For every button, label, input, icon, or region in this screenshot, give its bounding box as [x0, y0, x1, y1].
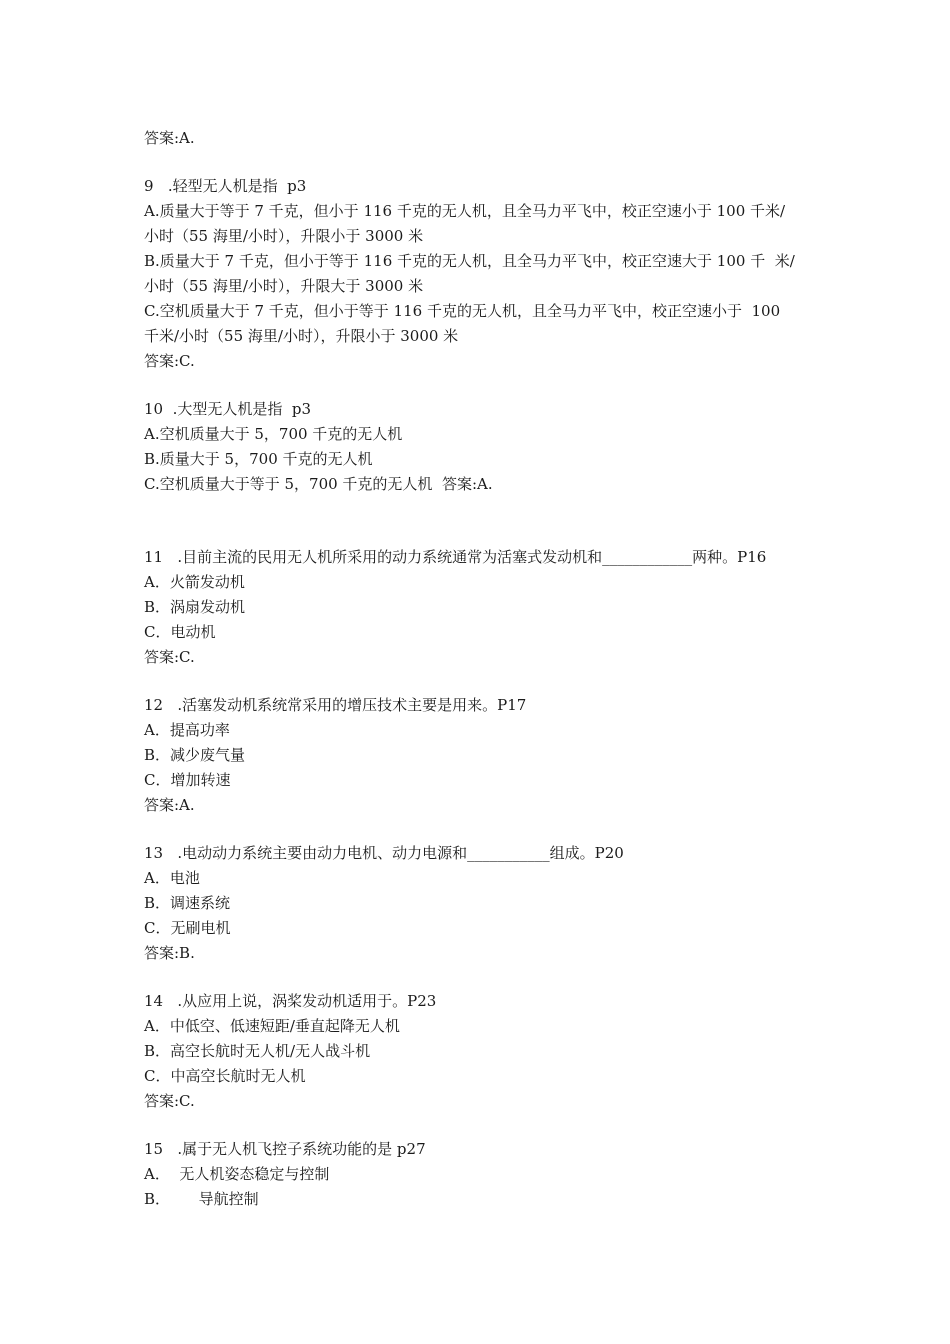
text-line: C.空机质量大于等于 5，700 千克的无人机 答案:A. — [144, 475, 493, 493]
text-line: B． 导航控制 — [144, 1190, 259, 1208]
text-line: C．无刷电机 — [144, 919, 231, 937]
text-line: C．中高空长航时无人机 — [144, 1067, 306, 1085]
text-line: B．调速系统 — [144, 894, 231, 912]
text-line: 千米/小时（55 海里/小时），升限小于 3000 米 — [144, 327, 459, 345]
text-line: A．电池 — [144, 869, 200, 887]
text-line: 答案:A. — [144, 796, 195, 814]
text-line: A． 无人机姿态稳定与控制 — [144, 1165, 330, 1183]
blank-line — [144, 966, 824, 989]
blank-line — [144, 1114, 824, 1137]
text-line: A．提高功率 — [144, 721, 230, 739]
text-line: A.空机质量大于 5，700 千克的无人机 — [144, 425, 403, 443]
blank-line — [144, 374, 824, 397]
text-line: 小时（55 海里/小时），升限小于 3000 米 — [144, 227, 424, 245]
text-line: 9 .轻型无人机是指 p3 — [144, 177, 307, 195]
text-line: 10 .大型无人机是指 p3 — [144, 400, 312, 418]
text-line: 答案:A. — [144, 129, 195, 147]
text-line: 答案:C. — [144, 352, 195, 370]
text-line: C．电动机 — [144, 623, 216, 641]
text-line: B.质量大于 5，700 千克的无人机 — [144, 450, 373, 468]
text-line: 答案:C. — [144, 1092, 195, 1110]
text-line: B．减少废气量 — [144, 746, 246, 764]
text-line: 答案:C. — [144, 648, 195, 666]
text-line: 11 .目前主流的民用无人机所采用的动力系统通常为活塞式发动机和____________两种。P16 — [144, 548, 767, 566]
text-line: B.质量大于 7 千克，但小于等于 116 千克的无人机，且全马力平飞中，校正空速大于 100 千 米/ — [144, 252, 795, 270]
text-line: 15 .属于无人机飞控子系统功能的是 p27 — [144, 1140, 426, 1158]
text-line: 答案:B. — [144, 944, 195, 962]
text-line: A．火箭发动机 — [144, 573, 245, 591]
document-body — [144, 126, 824, 1212]
blank-line — [144, 818, 824, 841]
text-line: C.空机质量大于 7 千克，但小于等于 116 千克的无人机，且全马力平飞中，校正空速小于 100 — [144, 302, 781, 320]
text-line: B．高空长航时无人机/无人战斗机 — [144, 1042, 371, 1060]
text-line: 小时（55 海里/小时），升限大于 3000 米 — [144, 277, 424, 295]
blank-line — [144, 670, 824, 693]
text-line: 12 .活塞发动机系统常采用的增压技术主要是用来。P17 — [144, 696, 527, 714]
text-line: C．增加转速 — [144, 771, 231, 789]
section-gap — [144, 497, 824, 545]
blank-line — [144, 151, 824, 174]
text-line: A.质量大于等于 7 千克，但小于 116 千克的无人机，且全马力平飞中，校正空速小于 100 千米/ — [144, 202, 786, 220]
text-line: 13 .电动动力系统主要由动力电机、动力电源和___________组成。P20 — [144, 844, 624, 862]
text-line: 14 .从应用上说，涡桨发动机适用于。P23 — [144, 992, 437, 1010]
text-line: B．涡扇发动机 — [144, 598, 246, 616]
text-line: A．中低空、低速短距/垂直起降无人机 — [144, 1017, 400, 1035]
